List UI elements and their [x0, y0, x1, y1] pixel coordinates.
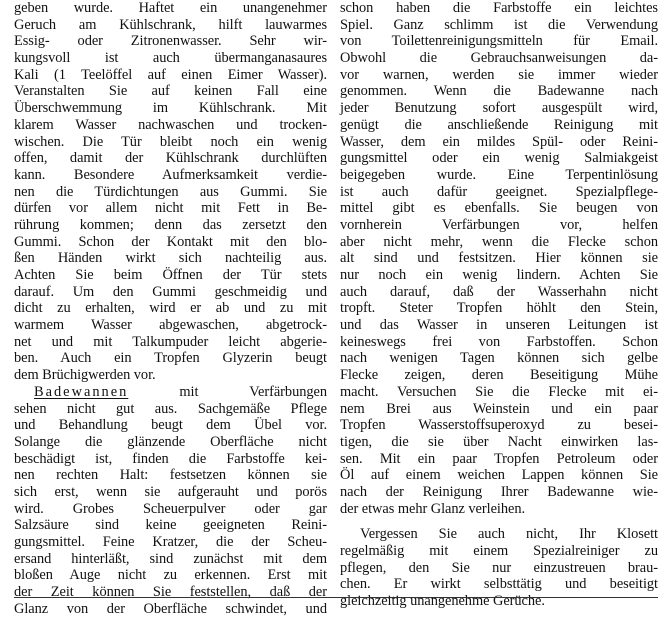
- text-line: auch darauf, daß der Wasserhahn nicht: [340, 283, 658, 300]
- text-line: ben. Auch ein Tropfen Glyzerin beugt: [14, 350, 327, 367]
- text-line: wird. Grobes Scheuerpulver oder gar: [14, 500, 327, 517]
- text-line: beigegeben wurde. Eine Terpentinlösung: [340, 166, 658, 183]
- text-line: Tropfen Wasserstoffsuperoxyd zu besei-: [340, 417, 658, 434]
- text-line: Wasser, dem ein mildes Spül- oder Reini-: [340, 133, 658, 150]
- bottom-divider: [14, 597, 658, 598]
- text-line: darauf. Um den Gummi geschmeidig und: [14, 283, 327, 300]
- text-line: vornherein Verfärbungen vor, helfen: [340, 216, 658, 233]
- text-line: Solange die glänzende Oberfläche nicht: [14, 433, 327, 450]
- text-line: nach wenigen Tagen können sich gelbe: [340, 350, 658, 367]
- text-line: chen. Er wirkt selbsttätig und beseitigt: [340, 576, 658, 593]
- text-line: nem Brei aus Weinstein und ein paar: [340, 400, 658, 417]
- text-line: alt sind und festsitzen. Hier können sie: [340, 250, 658, 267]
- text-line: genügt die anschließende Reinigung mit: [340, 116, 658, 133]
- text-line: sich erst, wenn sie aufgerauht und porös: [14, 483, 327, 500]
- text-line: der Zeit können Sie feststellen, daß der: [14, 584, 327, 601]
- text-line: jeder Benutzung sofort ausgespült wird,: [340, 100, 658, 117]
- text-line: klarem Wasser nachwaschen und trocken-: [14, 116, 327, 133]
- text-line: Überschwemmung im Kühlschrank. Mit: [14, 100, 327, 117]
- text-line: tigen, die sie über Nacht einwirken las-: [340, 433, 658, 450]
- text-line: gungsmittel. Feine Kratzer, die der Scheu-: [14, 534, 327, 550]
- text-line: [14, 384, 327, 401]
- text-line: Glanz von der Oberfläche schwindet, und: [14, 600, 327, 617]
- text-line: Veranstalten Sie auf keinen Fall eine: [14, 83, 327, 100]
- text-line: gungsmittel oder ein wenig Salmiakgeist: [340, 150, 658, 167]
- text-line: macht. Versuchen Sie die Flecke mit ei-: [340, 383, 658, 400]
- text-line: dicht zu erhalten, wird er ab und zu mit: [14, 300, 327, 317]
- text-line: ßen Händen wirkt sich nachteilig aus.: [14, 250, 327, 267]
- text-line: mittel gibt es ebenfalls. Sie beugen von: [340, 200, 658, 217]
- text-line: warmem Wasser abgewaschen, abgetrock-: [14, 317, 327, 334]
- text-line: offen, damit der Kühlschrank durchlüften: [14, 150, 327, 167]
- text-line: beschädigt ist, finden die Farbstoffe kei-: [14, 450, 327, 467]
- text-line: pflegen, den Sie nur einzustreuen brau-: [340, 559, 658, 576]
- text-line: sehen nicht gut aus. Sachgemäße Pflege: [14, 400, 327, 417]
- text-line: keineswegs frei von Farbstoffen. Schon: [340, 333, 658, 350]
- heading-continuation: mit Verfärbungen: [128, 383, 327, 400]
- left-paragraph-1: [14, 0, 327, 384]
- paragraph-spacer: [340, 517, 658, 526]
- text-line: nach der Reinigung Ihrer Badewanne wie-: [340, 483, 658, 500]
- text-line: nur noch ein wenig lindern. Achten Sie: [340, 267, 658, 283]
- text-line: wischen. Die Tür bleibt noch ein wenig: [14, 133, 327, 150]
- text-line: Öl auf einem weichen Lappen können Sie: [340, 467, 658, 484]
- text-line: Spiel. Ganz schlimm ist die Verwendung: [340, 16, 658, 33]
- text-line: der etwas mehr Glanz verleihen.: [340, 500, 526, 517]
- text-line: Achten Sie beim Öffnen der Tür stets: [14, 267, 327, 283]
- text-line: sen. Mit ein paar Tropfen Petroleum oder: [340, 450, 658, 467]
- right-paragraph-1: [340, 0, 658, 517]
- text-line: regelmäßig mit einem Spezialreiniger zu: [340, 543, 658, 559]
- text-line: von Toilettenreinigungsmitteln für Email.: [340, 33, 658, 50]
- text-line: kann. Besondere Aufmerksamkeit verdie-: [14, 166, 327, 183]
- text-line: Vergessen Sie auch nicht, Ihr Klosett: [360, 526, 658, 543]
- text-line: nen die Türdichtungen aus Gummi. Sie: [14, 183, 327, 200]
- text-line: und das Wasser in unseren Leitungen ist: [340, 317, 658, 334]
- text-line: ist auch dafür geeignet. Spezialpflege-: [340, 183, 658, 200]
- text-line: geben wurde. Haftet ein unangenehmer: [14, 0, 327, 16]
- left-column: [14, 0, 327, 617]
- text-line: Gummi. Schon der Kontakt mit den blo-: [14, 233, 327, 250]
- text-line: Salzsäure sind keine geeigneten Reini-: [14, 517, 327, 534]
- text-line: und Behandlung beugt dem Übel vor.: [14, 417, 327, 434]
- text-line: gleichzeitig unangenehme Gerüche.: [340, 593, 545, 610]
- text-line: net und mit Talkumpuder leicht abgerie-: [14, 333, 327, 350]
- text-line: kungsvoll ist auch übermanganasaures: [14, 50, 327, 67]
- text-line: vor warnen, werden sie immer wieder: [340, 66, 658, 83]
- text-line: Geruch am Kühlschrank, hilft lauwarmes: [14, 16, 327, 33]
- text-line: Kali (1 Teelöffel auf einen Eimer Wasser).: [14, 66, 327, 83]
- text-line: tropft. Steter Tropfen höhlt den Stein,: [340, 300, 658, 317]
- text-line: schon haben die Farbstoffe ein leichtes: [340, 0, 658, 16]
- text-line: bloßen Auge nicht zu erkennen. Erst mit: [14, 567, 327, 584]
- text-line: genommen. Wenn die Badewanne nach: [340, 83, 658, 100]
- text-line: rührung kommen; denn das zersetzt den: [14, 216, 327, 233]
- text-line: Obwohl die Gebrauchsanweisungen da-: [340, 50, 658, 67]
- text-line: ersand hinterläßt, sind zunächst mit dem: [14, 550, 327, 567]
- text-line: Essig- oder Zitronenwasser. Sehr wir-: [14, 33, 327, 50]
- section-heading-badewannen: Badewannen: [34, 383, 129, 400]
- left-paragraph-2: [14, 384, 327, 617]
- text-line: aber nicht mehr, wenn die Flecke schon: [340, 233, 658, 250]
- text-line: dürfen vor allem nicht mit Fett in Be-: [14, 200, 327, 217]
- right-column: [340, 0, 658, 610]
- text-line: nen rechten Halt: festsetzen können sie: [14, 467, 327, 484]
- text-line: Flecke zeigen, deren Beseitigung Mühe: [340, 367, 658, 384]
- text-line: dem Brüchigwerden vor.: [14, 367, 156, 384]
